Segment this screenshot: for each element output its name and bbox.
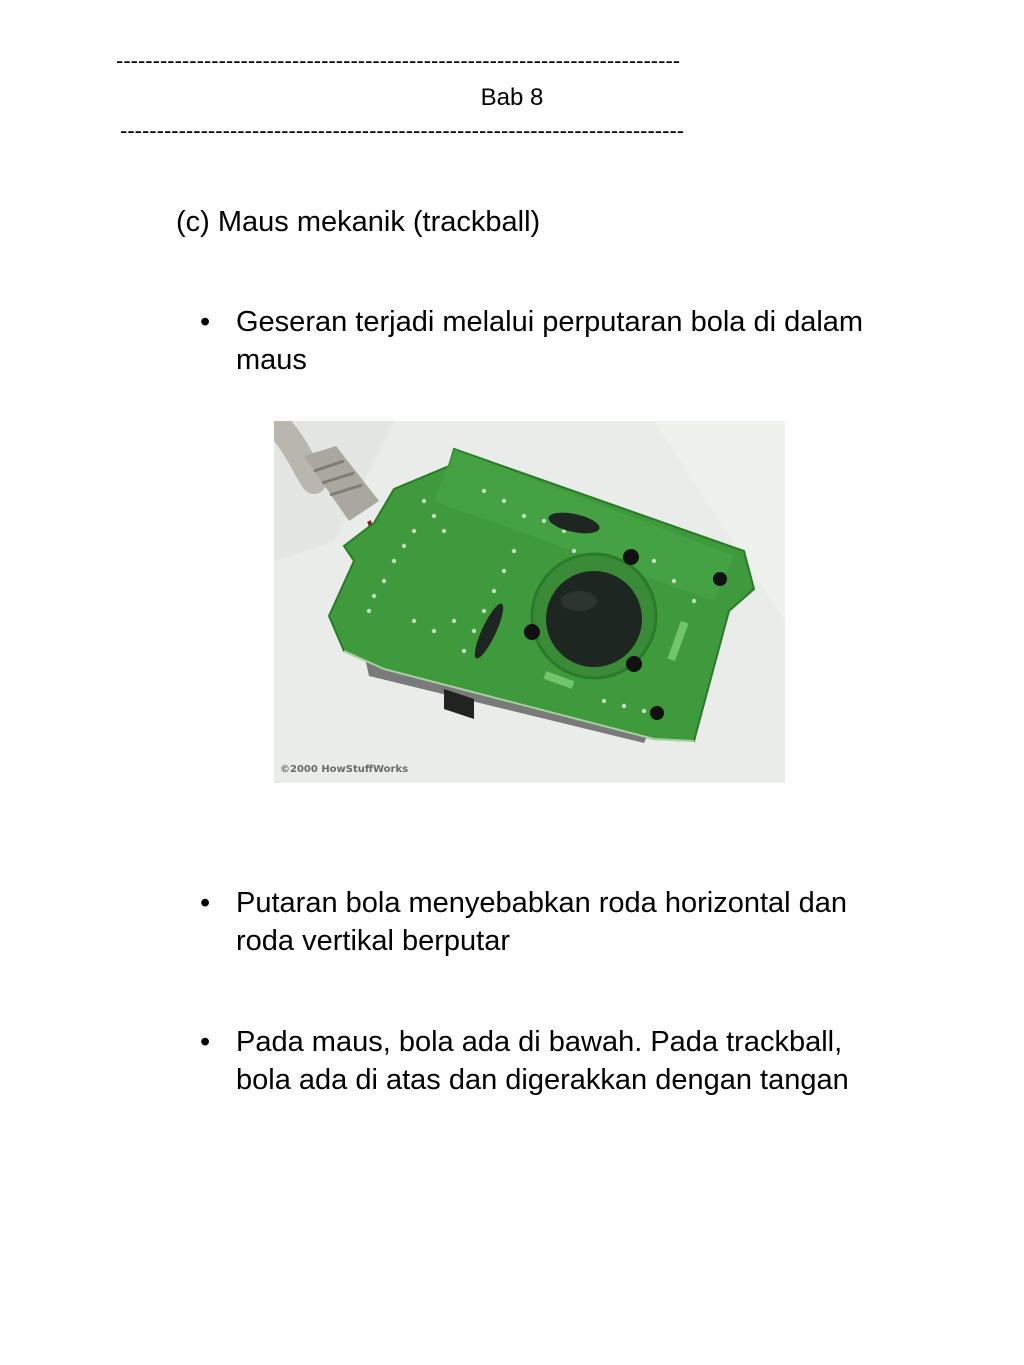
bullet-icon: • [200, 306, 211, 338]
photo-credit: ©2000 HowStuffWorks [280, 764, 409, 775]
trackball-mouse-photo [274, 421, 785, 783]
bullet-text: Putaran bola menyebabkan roda horizontal dan roda vertikal berputar [236, 887, 848, 957]
bullet-item-wheels [200, 884, 900, 960]
header-divider-top: ----------------------------------------------------------------------------- [116, 50, 681, 72]
bullet-icon: • [200, 887, 211, 919]
bullet-text: Geseran terjadi melalui perputaran bola di dalam maus [236, 306, 864, 376]
bullet-item-mouse-vs-trackball [200, 1023, 900, 1099]
bullet-text: Pada maus, bola ada di bawah. Pada trackball, bola ada di atas dan digerakkan dengan tangan [236, 1026, 849, 1096]
chapter-title: Bab 8 [480, 84, 544, 111]
circuit-board-illustration [274, 421, 785, 783]
bullet-item-ball-rotation [200, 303, 900, 379]
bullet-icon: • [200, 1026, 211, 1058]
header-divider-bottom: ----------------------------------------------------------------------------- [120, 120, 685, 142]
section-heading: (c) Maus mekanik (trackball) [176, 206, 541, 238]
